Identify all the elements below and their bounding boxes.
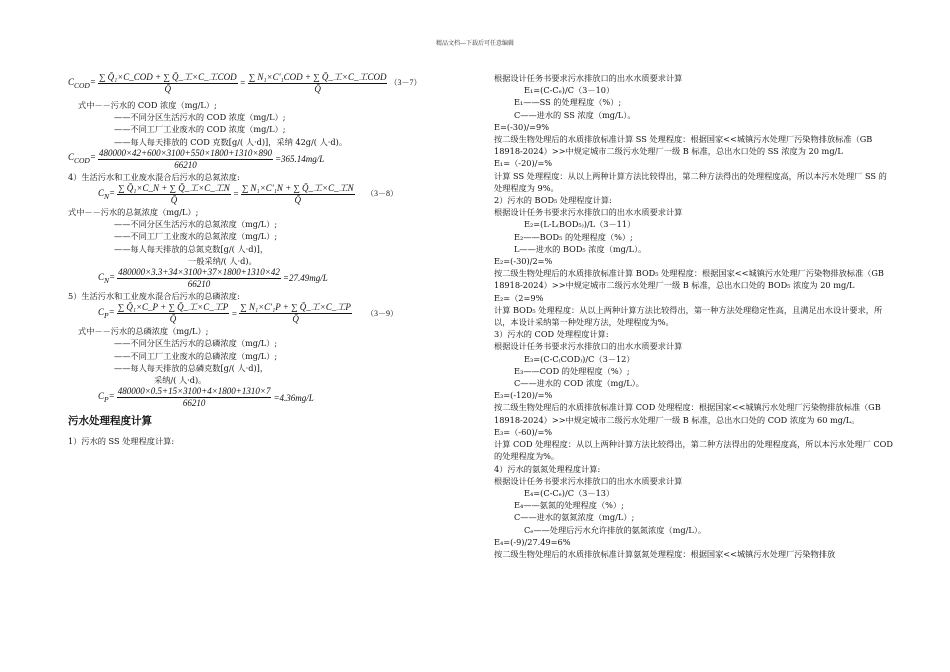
paragraph: 计算 COD 处理程度：从以上两种计算方法比较得出，第二种方法得出的处理程度高，所以本污水处理厂 COD 的处理程度为%。 (494, 439, 893, 462)
calculation-phosphorus: $C_P=$ $\frac{480000\times 0.5+15\times 3100+4\times 1800+1310\times 7}{66210}$ =4.36mg/L (98, 386, 314, 409)
definition: ——每人每天排放的总氮克数[g/( 人·d)]， (114, 243, 269, 254)
definition: 采纳/( 人·d)。 (154, 375, 207, 386)
paragraph: 根据设计任务书要求污水排放口的出水水质要求计算 (494, 207, 683, 218)
eq-lhs: $C_{COD}=$ (68, 76, 96, 90)
formula-line: E₂=(L-L₍BOD₅₎)/L（3－11） (524, 219, 636, 230)
definition: ——不同分区生活污水的 COD 浓度（mg/L）; (114, 112, 286, 123)
section-title: 5）生活污水和工业废水混合后污水的总磷浓度: (68, 291, 240, 302)
definition: ——不同工厂工业废水的 COD 浓度（mg/L）; (114, 124, 286, 135)
definition: E₄——氨氮的处理程度（%）; (514, 500, 624, 511)
left-column (68, 72, 422, 448)
definition: C——进水的 SS 浓度（mg/L）。 (514, 109, 636, 120)
result-line: E=(-30)/=9% (494, 121, 550, 132)
definition: L——进水的 BOD₅ 浓度（mg/L）。 (514, 243, 647, 254)
formula-line: E₄=(C-Cₑ)/C（3－13） (524, 487, 615, 498)
definition: ——不同工厂工业废水的总磷浓度（mg/L）; (114, 350, 278, 361)
definition: C——进水的 COD 浓度（mg/L）。 (514, 378, 644, 389)
page-header: 精品文档---下载后可任意编辑 (435, 40, 515, 47)
paragraph: 按二级生物处理后的水质排放标准计算 COD 处理程度：根据国家<<城镇污水处理厂污染物排放标准（GB 18918-2024）>>中规定城市二级污水处理厂一级 B 标准，总出水口处的 COD 浓度为 60 mg/L。 (494, 402, 881, 425)
definition: ——每人每天排放的 COD 克数[g/( 人·d)]，采纳 42g/( 人·d)。 (114, 136, 348, 147)
result-line: E₄=(-9)/27.49=6% (494, 536, 571, 547)
subsection-title: 1）污水的 SS 处理程度计算: (68, 436, 175, 447)
paragraph: 按二级生物处理后的水质排放标准计算氨氮处理程度：根据国家<<城镇污水处理厂污染物排放 (494, 548, 836, 559)
result-line: E₃=（-60)/=% (494, 426, 553, 437)
paragraph: 计算 BOD₅ 处理程度：从以上两种计算方法比较得出，第一种方法处理稳定性高，且满足出水设计要求，所以，本设计采纳第一种处理方法，处理程度为%。 (494, 304, 883, 328)
equation-cod: $C_{COD}=$ $\frac{\text{∑ Q̄₁×C\_COD + ∑ Q̄\_工×C\_工COD}}{Q̄}$ = $\frac{\text{∑ N₁×C'₁COD + ∑ Q̄\_工×C\_工COD}}{Q̄}$ （3－7） (68, 72, 422, 94)
paragraph: 计算 SS 处理程度：从以上两种计算方法比较得出，第二种方法得出的处理程度高，所以本污水处理厂 SS 的处理程度为 9%。 (494, 170, 887, 193)
subsection-title: 4）污水的氨氮处理程度计算: (494, 463, 601, 474)
formula-line: E₃=(C-C₍COD₎)/C（3－12） (524, 353, 635, 364)
paragraph: 根据设计任务书要求污水排放口的出水水质要求计算 (494, 341, 683, 352)
definition: E₃——COD 的处理程度（%）; (514, 365, 630, 376)
equation-nitrogen: $C_N=$ $\frac{\text{∑ Q̄₁×C\_N + ∑ Q̄\_工×C\_工N}}{Q̄}$ = $\frac{\text{∑ N₁×C'₁N + ∑ Q̄\_工×C\_工N}}{Q̄}$ （3－8） (98, 183, 398, 206)
paragraph: 按二级生物处理后的水质排放标准计算 BOD₅ 处理程度：根据国家<<城镇污水处理厂污染物排放标准（GB 18918-2024）>>中规定城市二级污水处理厂一级 B 标准，总出水口处的 BOD₅ 浓度为 20 mg/L (494, 268, 884, 291)
calculation-cod: $C_{COD}=$ $\frac{480000\times 42+600\times 3100+550\times 1800+1310\times 890}{66210}$ =365.14mg/L (68, 147, 325, 170)
definition: ——不同分区生活污水的总氮浓度（mg/L）; (114, 219, 278, 230)
where-clause: 式中－－污水的总磷浓度（mg/L）; (78, 326, 209, 337)
result-line: E₂=（2=9% (494, 292, 544, 303)
formula-line: E₁=(C-Cₑ)/C（3－10） (524, 85, 615, 96)
definition: ——不同分区生活污水的总磷浓度（mg/L）; (114, 338, 278, 349)
calculation-nitrogen: $C_N=$ $\frac{480000\times 3.3+34\times 3100+37\times 1800+1310\times 42}{66210}$ =27.49mg/L (98, 267, 328, 290)
fraction: $\frac{\text{∑ N₁×C'₁COD + ∑ Q̄\_工×C\_工COD}}{Q̄}$ (248, 72, 387, 94)
paragraph: 按二级生物处理后的水质排放标准计算 SS 处理程度：根据国家<<城镇污水处理厂污染物排放标准（GB 18918-2024）>>中规定城市二级污水处理厂一级 B 标准，总出水口处的 SS 浓度为 20 mg/L (494, 134, 873, 157)
subsection-title: 2）污水的 BOD₅ 处理程度计算: (494, 195, 612, 206)
equation-number: （3－7） (389, 78, 422, 88)
equation-number: （3－9） (366, 308, 398, 318)
definition: ——每人每天排放的总磷克数[g/( 人·d)]， (114, 362, 269, 373)
equation-phosphorus: $C_P=$ $\frac{\text{∑ Q̄₁×C\_P + ∑ Q̄\_工×C\_工P}}{Q̄}$ = $\frac{\text{∑ N₁×C'₁P + ∑ Q̄\_工×C\_工P}}{Q̄}$ （3－9） (98, 302, 398, 325)
subsection-title: 3）污水的 COD 处理程度计算: (494, 329, 609, 340)
result-line: E₃=(-120)/=% (494, 390, 553, 401)
definition: Cₑ——处理后污水允许排放的氨氮浓度（mg/L）。 (524, 524, 707, 535)
equation-number: （3－8） (366, 189, 398, 199)
definition: E₁——SS 的处理程度（%）; (514, 97, 622, 108)
definition: C——进水的氨氮浓度（mg/L）; (514, 512, 635, 523)
definition: 一般采纳/( 人·d)。 (188, 255, 257, 266)
result-line: E₁=（-20)/=% (494, 158, 553, 169)
paragraph: 根据设计任务书要求污水排放口的出水水质要求计算 (494, 73, 683, 83)
definition: E₂——BOD₅ 的处理程度（%）; (514, 231, 633, 242)
section-title: 4）生活污水和工业废水混合后污水的总氮浓度: (68, 171, 240, 182)
fraction: $\frac{\text{∑ Q̄₁×C\_COD + ∑ Q̄\_工×C\_工COD}}{Q̄}$ (98, 72, 237, 94)
where-clause: 式中－－污水的总氮浓度（mg/L）; (68, 207, 199, 218)
result-line: E₂=(-30)/2=% (494, 256, 553, 267)
right-column (494, 72, 894, 560)
paragraph: 根据设计任务书要求污水排放口的出水水质要求计算 (494, 475, 683, 486)
definition: ——不同工厂工业废水的总氮浓度（mg/L）; (114, 231, 278, 242)
section-heading: 污水处理程度计算 (68, 415, 152, 428)
where-clause: 式中－－污水的 COD 浓度（mg/L）; (78, 100, 217, 110)
